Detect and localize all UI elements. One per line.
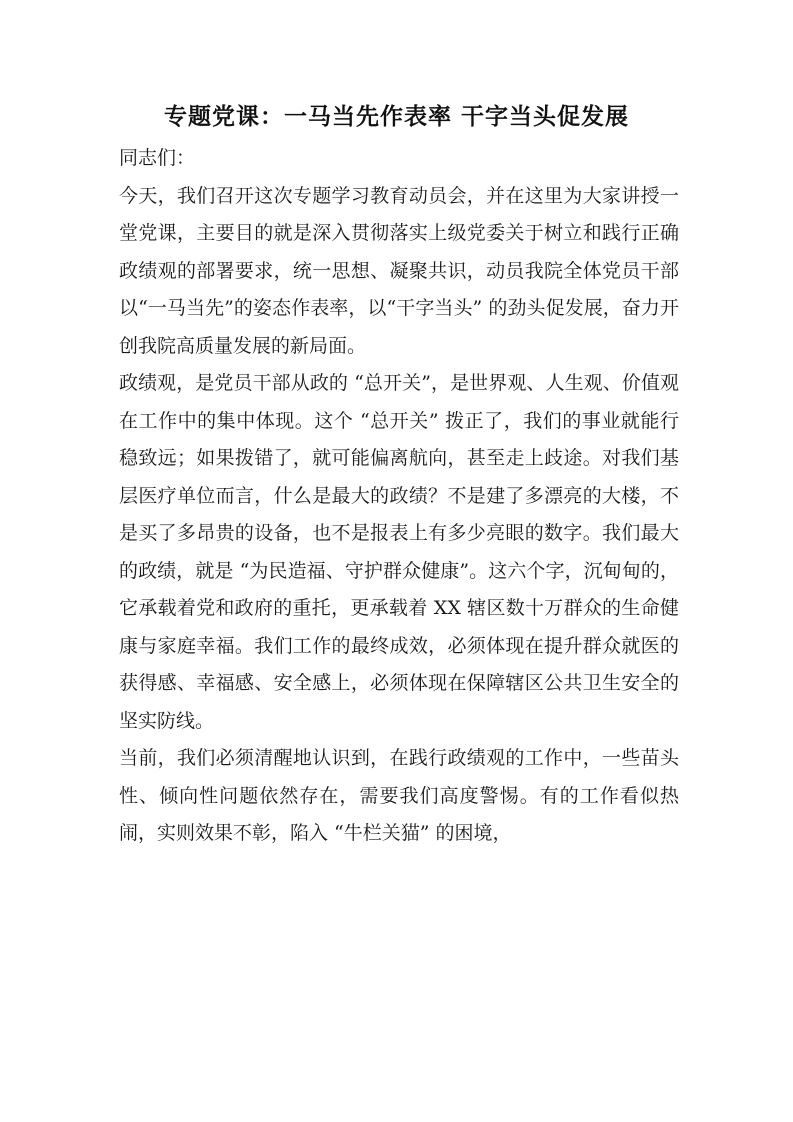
document-body [119,140,679,853]
paragraph-2: 政绩观，是党员干部从政的 “总开关”，是世界观、人生观、价值观在工作中的集中体现。这个 “总开关” 拨正了，我们的事业就能行稳致远；如果拨错了，就可能偏离航向，甚至走上歧途。对我们基层医疗单位而言，什么是最大的政绩？不是建了多漂亮的大楼，不是买了多昂贵的设备，也不是报表上有多少亮眼的数字。我们最大的政绩，就是 “为民造福、守护群众健康”。这六个字，沉甸甸的，它承载着党和政府的重托，更承载着 XX 辖区数十万群众的生命健康与家庭幸福。我们工作的最终成效，必须体现在提升群众就医的获得感、幸福感、安全感上，必须体现在保障辖区公共卫生安全的坚实防线。 [119,372,679,732]
paragraph-1: 今天，我们召开这次专题学习教育动员会，并在这里为大家讲授一堂党课，主要目的就是深入贯彻落实上级党委关于树立和践行正确政绩观的部署要求，统一思想、凝聚共识，动员我院全体党员干部以“一马当先”的姿态作表率，以“干字当头” 的劲头促发展，奋力开创我院高质量发展的新局面。 [119,184,679,357]
paragraph-3: 当前，我们必须清醒地认识到，在践行政绩观的工作中，一些苗头性、倾向性问题依然存在，需要我们高度警惕。有的工作看似热闹，实则效果不彰，陷入 “牛栏关猫” 的困境， [119,747,679,844]
salutation: 同志们： [119,147,196,169]
document-title: 专题党课：一马当先作表率 干字当头促发展 [163,104,629,130]
